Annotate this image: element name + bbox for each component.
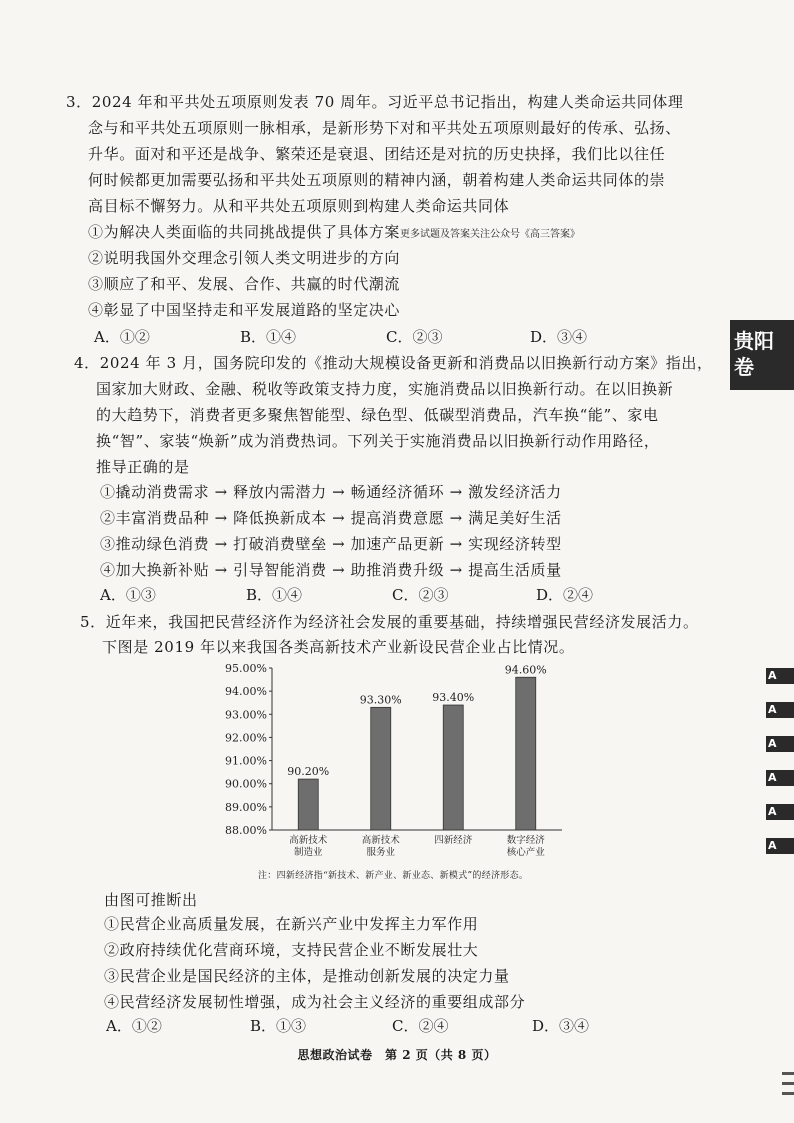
- y-tick-label: 90.00%: [225, 777, 267, 791]
- q5-option-d[interactable]: D．③④: [532, 1017, 590, 1035]
- region-tab-line: 卷: [734, 355, 754, 379]
- q5-option-c[interactable]: C．②④: [392, 1017, 449, 1035]
- q5-stem: 由图可推断出: [104, 891, 198, 909]
- y-tick-label: 89.00%: [225, 800, 267, 814]
- q5-option-b[interactable]: B．①③: [250, 1017, 307, 1035]
- data-bar: [298, 779, 318, 830]
- side-mark-a: A: [766, 668, 794, 684]
- q3-line: 升华。面对和平还是战争、繁荣还是衰退、团结还是对抗的历史抉择，我们比以往任: [88, 145, 666, 163]
- region-tab-line: 贵阳: [734, 329, 774, 353]
- y-tick-label: 94.00%: [225, 685, 267, 699]
- chart-note: 注：四新经济指“新技术、新产业、新业态、新模式”的经济形态。: [258, 871, 529, 881]
- data-label: 93.30%: [359, 693, 402, 707]
- q3-option-d[interactable]: D．③④: [530, 328, 588, 346]
- data-bar: [516, 677, 536, 830]
- q3-line: 高目标不懈努力。从和平共处五项原则到构建人类命运共同体: [88, 197, 510, 215]
- y-tick-label: 88.00%: [225, 824, 267, 837]
- edge-mark: [782, 1082, 794, 1085]
- q3-item-text: ①为解决人类面临的共同挑战提供了具体方案: [88, 223, 401, 241]
- q4-line: 推导正确的是: [96, 458, 190, 476]
- data-bar: [371, 707, 391, 830]
- watermark-text: 更多试题及答案关注公众号《高三答案》: [400, 229, 581, 240]
- y-tick-label: 91.00%: [225, 754, 267, 768]
- q4-line: 4．2024 年 3 月，国务院印发的《推动大规模设备更新和消费品以旧换新行动方案》指出，: [74, 354, 713, 372]
- q3-item: [88, 222, 580, 245]
- q4-option-d[interactable]: D．②④: [536, 586, 594, 604]
- y-tick-label: 93.00%: [225, 708, 267, 722]
- data-label: 93.40%: [432, 691, 475, 705]
- q3-item: ④彰显了中国坚持走和平发展道路的坚定决心: [88, 301, 401, 319]
- category-label: 数字经济: [506, 835, 545, 846]
- y-tick-label: 92.00%: [225, 731, 267, 745]
- q3-line: 何时候都更加需要弘扬和平共处五项原则的精神内涵，朝着构建人类命运共同体的崇: [88, 171, 666, 189]
- q4-option-a[interactable]: A．①③: [100, 586, 156, 604]
- side-mark-a: A: [766, 770, 794, 786]
- q5-item: ②政府持续优化营商环境，支持民营企业不断发展壮大: [104, 941, 479, 959]
- q5-item: ③民营企业是国民经济的主体，是推动创新发展的决定力量: [104, 967, 510, 985]
- side-mark-a: A: [766, 804, 794, 820]
- region-tab: [730, 320, 794, 390]
- q4-item: ③推动绿色消费 → 打破消费壁垒 → 加速产品更新 → 实现经济转型: [100, 535, 562, 553]
- y-tick-label: 95.00%: [225, 662, 267, 675]
- data-label: 94.60%: [504, 663, 547, 677]
- edge-mark: [782, 1092, 794, 1095]
- q3-item: ②说明我国外交理念引领人类文明进步的方向: [88, 249, 401, 267]
- page-footer: 思想政治试卷 第 2 页（共 8 页）: [297, 1048, 497, 1062]
- category-label: 服务业: [366, 847, 396, 858]
- q5-line: 5．近年来，我国把民营经济作为经济社会发展的重要基础，持续增强民营经济发展活力。: [80, 613, 699, 631]
- q4-item: ②丰富消费品种 → 降低换新成本 → 提高消费意愿 → 满足美好生活: [100, 509, 562, 527]
- q5-line: 下图是 2019 年以来我国各类高新技术产业新设民营企业占比情况。: [102, 638, 575, 656]
- q3-option-b[interactable]: B．①④: [240, 328, 297, 346]
- q5-item: ④民营经济发展韧性增强，成为社会主义经济的重要组成部分: [104, 993, 526, 1011]
- edge-mark: [782, 1072, 794, 1075]
- data-bar: [443, 705, 463, 830]
- q5-option-a[interactable]: A．①②: [106, 1017, 162, 1035]
- q4-option-b[interactable]: B．①④: [246, 586, 303, 604]
- category-label: 核心产业: [506, 847, 545, 858]
- q4-option-c[interactable]: C．②③: [392, 586, 449, 604]
- side-mark-a: A: [766, 838, 794, 854]
- data-label: 90.20%: [287, 765, 330, 779]
- side-mark-a: A: [766, 702, 794, 718]
- q4-line: 国家加大财政、金融、税收等政策支持力度，实施消费品以旧换新行动。在以旧换新: [96, 380, 674, 398]
- category-label: 四新经济: [434, 835, 473, 846]
- q4-item: ①撬动消费需求 → 释放内需潜力 → 畅通经济循环 → 激发经济活力: [100, 483, 562, 501]
- category-label: 高新技术: [289, 835, 328, 846]
- q3-line: 3．2024 年和平共处五项原则发表 70 周年。习近平总书记指出，构建人类命运共同体理: [66, 93, 684, 111]
- enterprise-share-bar-chart: [225, 660, 570, 865]
- q4-line: 的大趋势下，消费者更多聚焦智能型、绿色型、低碳型消费品，汽车换“能”、家电: [96, 406, 659, 424]
- q4-item: ④加大换新补贴 → 引导智能消费 → 助推消费升级 → 提高生活质量: [100, 561, 562, 579]
- q3-item: ③顺应了和平、发展、合作、共赢的时代潮流: [88, 275, 401, 293]
- q5-item: ①民营企业高质量发展，在新兴产业中发挥主力军作用: [104, 915, 479, 933]
- q3-option-c[interactable]: C．②③: [386, 328, 443, 346]
- category-label: 制造业: [293, 847, 323, 858]
- side-mark-a: A: [766, 736, 794, 752]
- category-label: 高新技术: [361, 835, 400, 846]
- q3-line: 念与和平共处五项原则一脉相承，是新形势下对和平共处五项原则最好的传承、弘扬、: [88, 119, 681, 137]
- q4-line: 换“智”、家装“焕新”成为消费热词。下列关于实施消费品以旧换新行动作用路径，: [96, 432, 660, 450]
- q3-option-a[interactable]: A．①②: [94, 328, 150, 346]
